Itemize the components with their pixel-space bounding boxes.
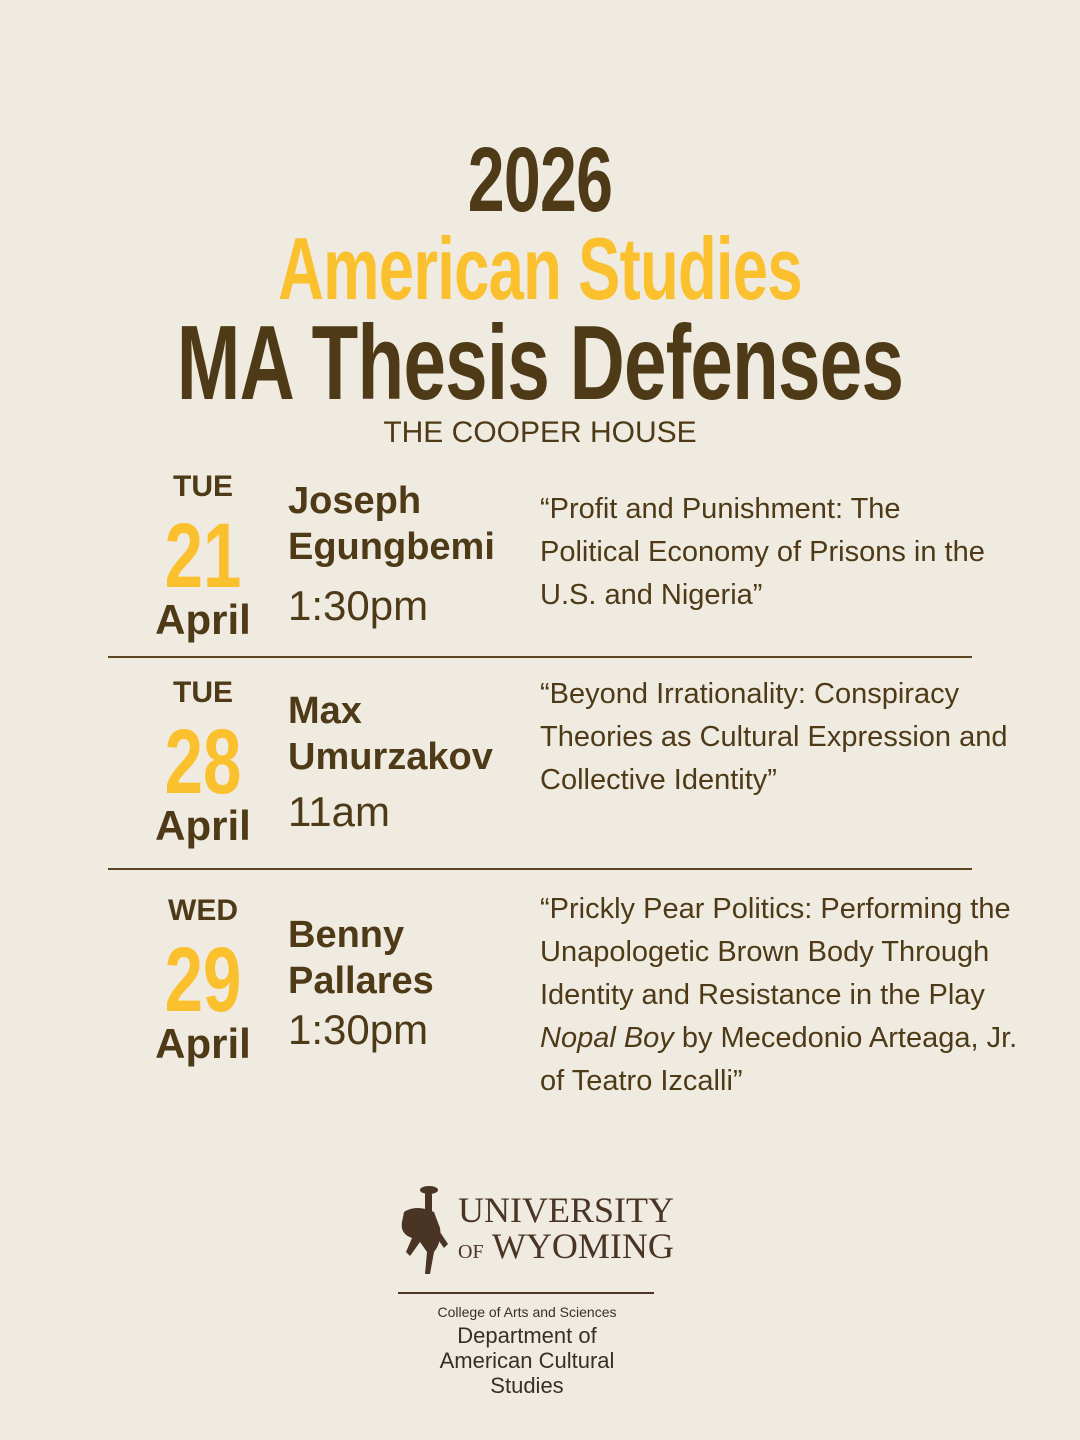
- thesis-title: “Prickly Pear Politics: Performing the Unapologetic Brown Body Through Identity and Resistance in the Play Nopal Boy by Mecedonio Arteaga, Jr. of Teatro Izcalli”: [540, 893, 1018, 1097]
- thesis-title: “Profit and Punishment: The Political Economy of Prisons in the U.S. and Nigeria”: [540, 493, 985, 611]
- event-date: 28: [164, 711, 242, 813]
- event-month: April: [155, 596, 251, 643]
- event-day: TUE: [173, 676, 233, 709]
- event-time: 1:30pm: [288, 582, 429, 629]
- event-date: 29: [164, 929, 242, 1031]
- presenter-name: Joseph Egungbemi: [288, 480, 495, 568]
- event-time: 1:30pm: [288, 1006, 429, 1053]
- presenter-name: Benny Pallares: [288, 914, 434, 1002]
- thesis-title: “Beyond Irrationality: Conspiracy Theories as Cultural Expression and Collective Identity”: [540, 678, 1008, 796]
- bucking-horse-icon: [396, 1182, 456, 1278]
- program-heading: American Studies: [278, 219, 802, 318]
- event-time: 11am: [288, 788, 390, 835]
- page-title: MA Thesis Defenses: [176, 304, 904, 422]
- department-name: Department of American Cultural Studies: [439, 1323, 615, 1398]
- event-date: 21: [164, 505, 242, 607]
- event-month: April: [155, 802, 251, 849]
- divider: [108, 656, 972, 658]
- footer-divider: [398, 1292, 654, 1294]
- event-day: WED: [168, 894, 238, 927]
- event-month: April: [155, 1020, 251, 1067]
- venue-label: THE COOPER HOUSE: [383, 416, 697, 449]
- university-wordmark: UNIVERSITY OF WYOMING: [458, 1190, 674, 1266]
- college-name: College of Arts and Sciences: [437, 1304, 617, 1320]
- presenter-name: Max Umurzakov: [288, 690, 493, 778]
- event-day: TUE: [173, 470, 233, 503]
- divider: [108, 868, 972, 870]
- year-heading: 2026: [467, 129, 613, 231]
- play-title: Nopal Boy: [540, 1022, 674, 1054]
